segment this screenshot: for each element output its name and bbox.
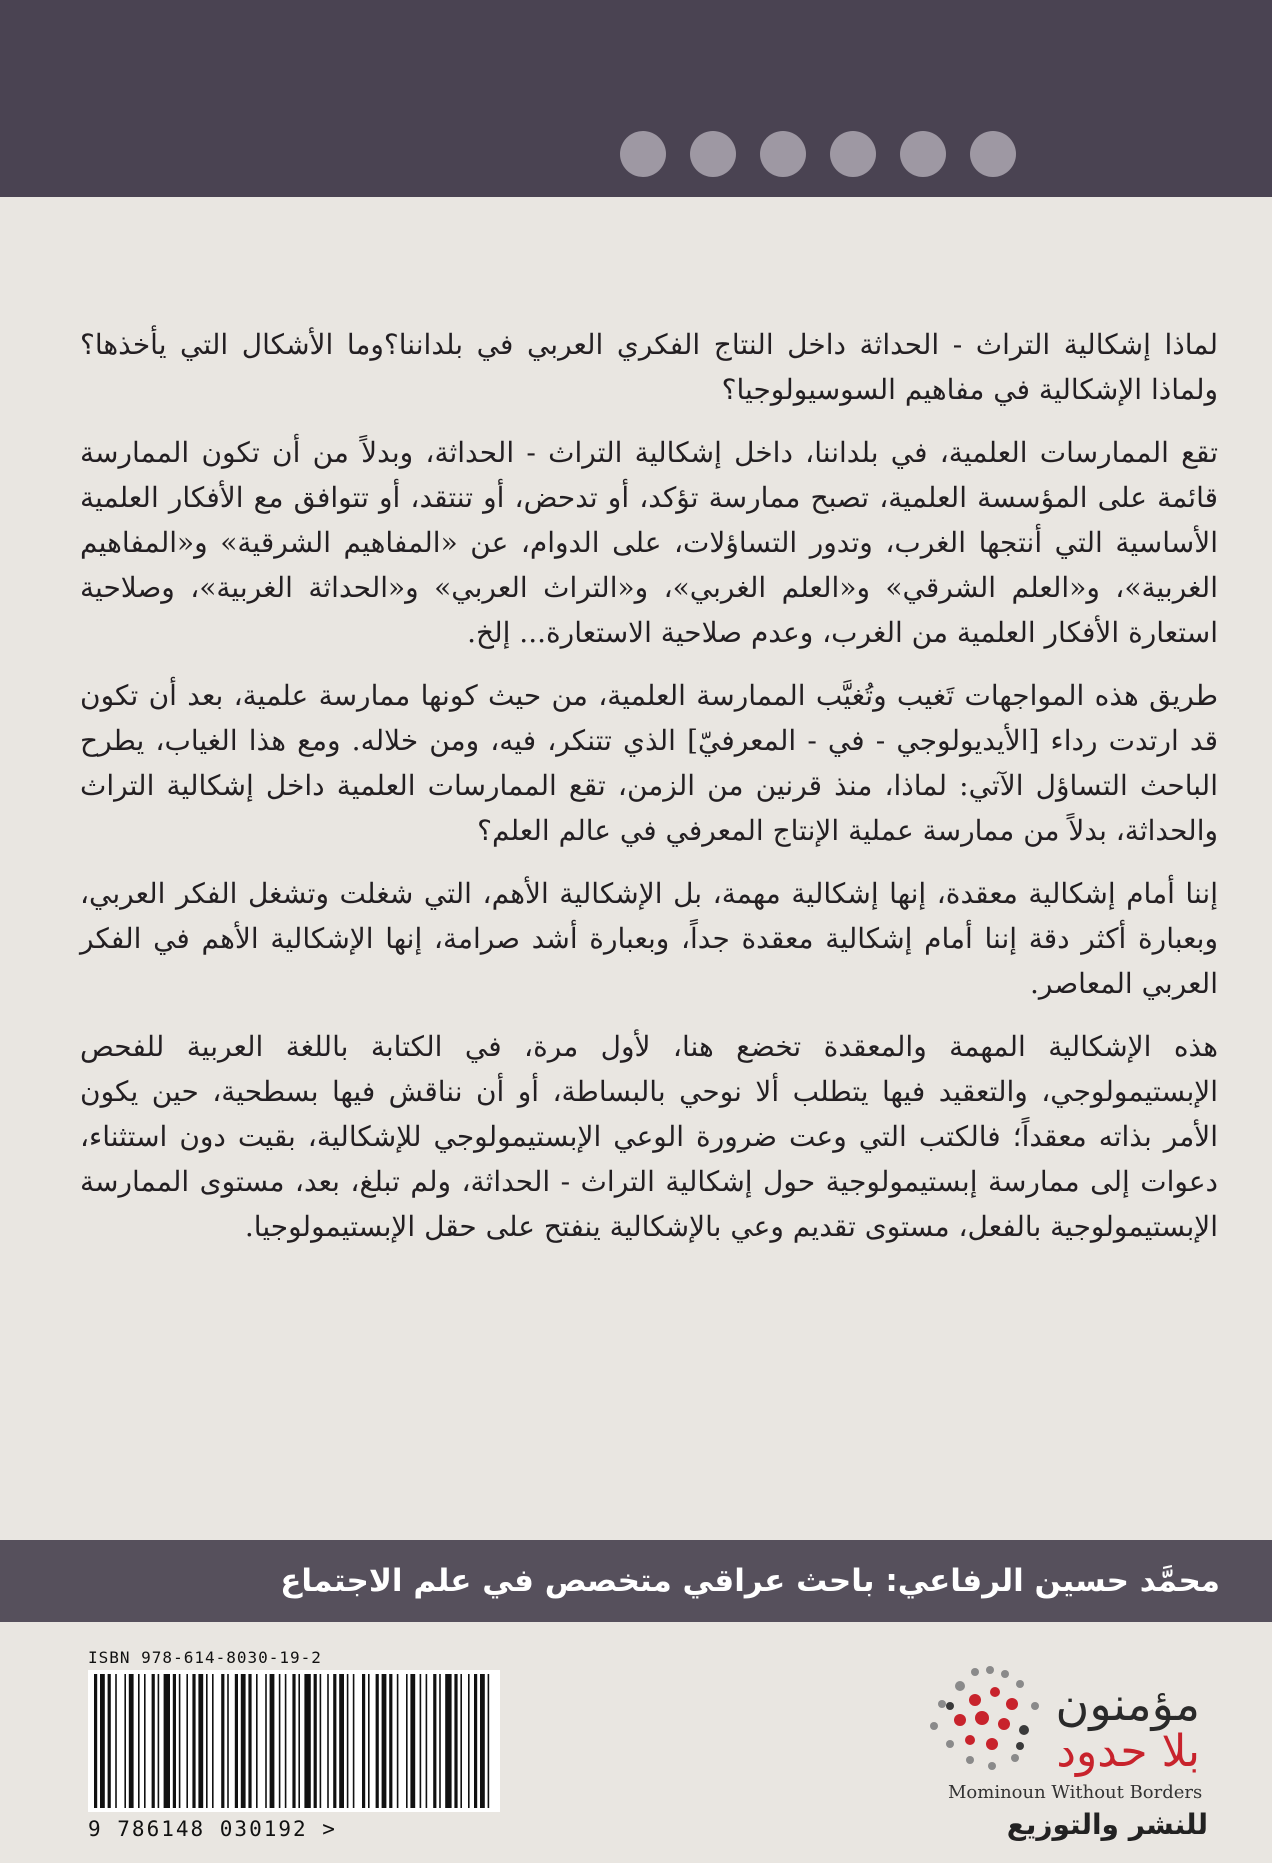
barcode-bar (212, 1674, 214, 1808)
barcode-icon (88, 1670, 500, 1812)
publisher-logo (920, 1660, 1250, 1850)
barcode-bar (100, 1674, 105, 1808)
barcode-bar (265, 1674, 267, 1808)
barcode-bar (235, 1674, 238, 1808)
barcode-bar (108, 1674, 111, 1808)
barcode-bar (94, 1674, 97, 1808)
publisher-dots-icon (920, 1660, 1070, 1780)
barcode-bar (227, 1674, 229, 1808)
barcode-bar (124, 1674, 126, 1808)
barcode-bar (198, 1674, 203, 1808)
barcode-bar (347, 1674, 349, 1808)
dot-icon (830, 131, 876, 177)
barcode-bar (327, 1674, 329, 1808)
barcode-bar (339, 1674, 344, 1808)
decorative-dots (620, 131, 1016, 181)
barcode-bar (439, 1674, 441, 1808)
barcode-bar (144, 1674, 146, 1808)
barcode-bar (368, 1674, 370, 1808)
barcode-bar (292, 1674, 295, 1808)
barcode-bar (298, 1674, 300, 1808)
barcode (88, 1648, 500, 1844)
barcode-bar (376, 1674, 379, 1808)
barcode-bar (241, 1674, 246, 1808)
blurb-paragraph-5: هذه الإشكالية المهمة والمعقدة تخضع هنا، لأول مرة، في الكتابة باللغة العربية للفحص الإبستيمولوجي، والتعقيد فيها يتطلب ألا نوحي بالبساطة، أو أن نناقش فيها بسطحية، حين يكون الأمر بذاته معقداً؛ فالكتب التي وعت ضرورة الوعي الإبستيمولوجي للإشكالية، بقيت دون استثناء، دعوات إلى ممارسة إبستيمولوجية حول إشكالية التراث - الحداثة، ولم تبلغ، بعد، مستوى الممارسة الإبستيمولوجية بالفعل، مستوى تقديم وعي بالإشكالية ينفتح على حقل الإبستيمولوجيا. (80, 1030, 1218, 1243)
barcode-bar (382, 1674, 387, 1808)
publisher-name-ar: مؤمنون (1055, 1677, 1200, 1731)
barcode-bar (420, 1674, 422, 1808)
barcode-bar (206, 1674, 208, 1808)
barcode-bar (221, 1674, 224, 1808)
barcode-bar (410, 1674, 415, 1808)
barcode-bar (397, 1674, 399, 1808)
barcode-bar (256, 1674, 258, 1808)
dot-icon (970, 131, 1016, 177)
barcode-bar (389, 1674, 392, 1808)
dot-icon (900, 131, 946, 177)
barcode-bar (179, 1674, 181, 1808)
isbn-label: ISBN 978-614-8030-19-2 (88, 1648, 322, 1667)
barcode-bar (314, 1674, 317, 1808)
barcode-bar (164, 1674, 170, 1808)
barcode-bar (186, 1674, 188, 1808)
dot-icon (620, 131, 666, 177)
barcode-bar (333, 1674, 336, 1808)
barcode-bar (480, 1674, 485, 1808)
barcode-bar (320, 1674, 322, 1808)
barcode-bar (362, 1674, 365, 1808)
barcode-bar (488, 1674, 490, 1808)
author-line: محمَّد حسين الرفاعي: باحث عراقي متخصص في علم الاجتماع (280, 1563, 1220, 1599)
publisher-tagline-ar: بلا حدود (1056, 1726, 1200, 1777)
top-band (0, 0, 1272, 197)
barcode-bar (192, 1674, 195, 1808)
dot-icon (760, 131, 806, 177)
barcode-bar (115, 1674, 117, 1808)
barcode-bar (433, 1674, 436, 1808)
barcode-bar (158, 1674, 160, 1808)
barcode-bar (138, 1674, 140, 1808)
barcode-bar (406, 1674, 408, 1808)
publisher-name-en: Mominoun Without Borders (948, 1782, 1203, 1803)
barcode-bar (468, 1674, 470, 1808)
barcode-bar (474, 1674, 477, 1808)
author-band (0, 1540, 1272, 1622)
barcode-bars (88, 1670, 500, 1812)
publisher-distribution: للنشر والتوزيع (1006, 1808, 1208, 1841)
barcode-bar (304, 1674, 310, 1808)
blurb-text (80, 322, 1218, 1267)
barcode-bar (460, 1674, 462, 1808)
barcode-bar (426, 1674, 428, 1808)
barcode-bar (129, 1674, 134, 1808)
barcode-bar (248, 1674, 251, 1808)
barcode-bar (285, 1674, 287, 1808)
barcode-bar (152, 1674, 155, 1808)
isbn-digits: 9 786148 030192 > (88, 1817, 337, 1841)
blurb-paragraph-3: طريق هذه المواجهات تَغيب وتُغيَّب الممارسة العلمية، من حيث كونها ممارسة علمية، بعد أن تكون قد ارتدت رداء [الأيديولوجي - في - المعرفيّ] الذي تتنكر، فيه، ومن خلاله. ومع هذا الغياب، يطرح الباحث التساؤل الآتي: لماذا، منذ قرنين من الزمن، تقع الممارسات العلمية داخل إشكالية التراث والحداثة، بدلاً من ممارسة عملية الإنتاج المعرفي في عالم العلم؟ (80, 679, 1218, 847)
dot-icon (690, 131, 736, 177)
barcode-bar (279, 1674, 281, 1808)
barcode-bar (445, 1674, 451, 1808)
blurb-paragraph-2: تقع الممارسات العلمية، في بلداننا، داخل إشكالية التراث - الحداثة، وبدلاً من أن تكون الممارسة قائمة على المؤسسة العلمية، تصبح ممارسة تؤكد، أو تدحض، أو تنتقد، أو تتوافق مع الأفكار العلمية الأساسية التي أنتجها الغرب، وتدور التساؤلات، على الدوام، عن «المفاهيم الشرقية» و«المفاهيم الغربية»، و«العلم الشرقي» و«العلم الغربي»، و«التراث العربي» و«الحداثة الغربية»، وصلاحية استعارة الأفكار العلمية من الغرب، وعدم صلاحية الاستعارة... إلخ. (80, 436, 1218, 649)
barcode-bar (173, 1674, 176, 1808)
barcode-bar (353, 1674, 355, 1808)
blurb-paragraph-1: لماذا إشكالية التراث - الحداثة داخل النتاج الفكري العربي في بلداننا؟وما الأشكال التي يأخذها؟ ولماذا الإشكالية في مفاهيم السوسيولوجيا؟ (80, 328, 1218, 406)
blurb-paragraph-4: إننا أمام إشكالية معقدة، إنها إشكالية مهمة، بل الإشكالية الأهم، التي شغلت وتشغل الفكر العربي، وبعبارة أكثر دقة إننا أمام إشكالية معقدة جداً، وبعبارة أشد صرامة، إنها الإشكالية الأهم في الفكر العربي المعاصر. (80, 877, 1218, 1000)
barcode-bar (270, 1674, 275, 1808)
barcode-bar (454, 1674, 457, 1808)
